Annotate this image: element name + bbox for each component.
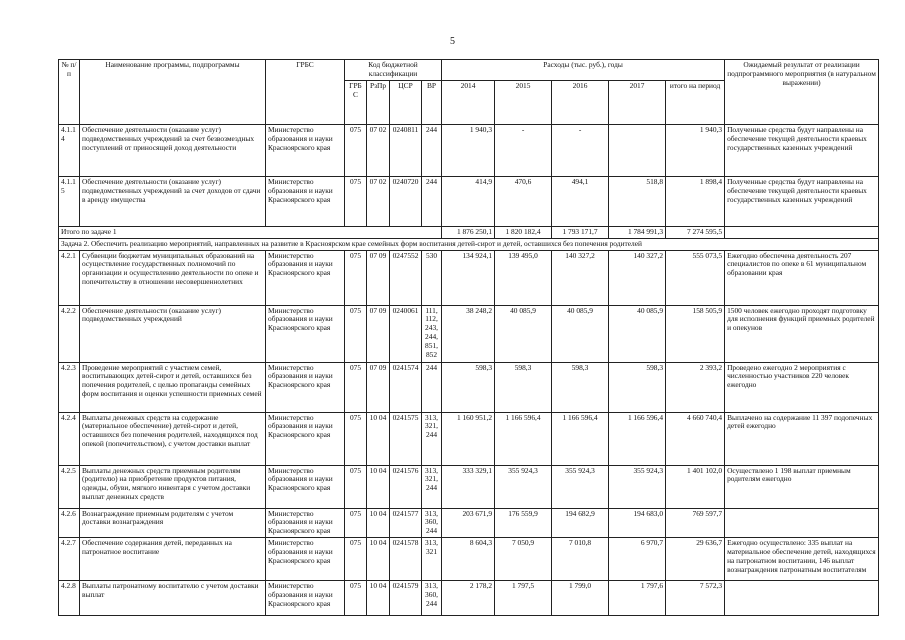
row-2015: 139 495,0 [495,250,552,305]
row-result: Полученные средства будут направлены на обеспечение текущей деятельности краевых государственных казенных учреждений [725,124,879,176]
row-2017 [609,124,666,176]
header-no: № п/п [59,60,80,125]
table-row [59,465,879,508]
task1-total-2016: 1 793 171,7 [552,226,609,238]
header-code-grbs: ГРБС [345,80,367,124]
row-csr: 0241574 [390,362,422,412]
row-rzpr: 07 09 [367,250,390,305]
table-row [59,362,879,412]
row-2015: 1 166 596,4 [495,412,552,465]
row-2015: 598,3 [495,362,552,412]
row-2014: 1 160 951,2 [442,412,495,465]
row-org: Министерство образования и науки Красноярского края [266,250,345,305]
header-year-2016: 2016 [552,80,609,124]
row-number: 4.1.14 [59,124,80,176]
row-grbs: 075 [345,250,367,305]
row-total: 1 898,4 [666,176,725,226]
row-2015: 470,6 [495,176,552,226]
table-row [59,176,879,226]
row-total: 1 940,3 [666,124,725,176]
row-name: Обеспечение деятельности (оказание услуг) подведомственных учреждений за счет доходов от сдачи в аренду имущества [80,176,266,226]
row-result [725,508,879,538]
row-total: 2 393,2 [666,362,725,412]
row-total: 29 636,7 [666,538,725,581]
row-csr: 0241579 [390,581,422,616]
row-2014: 8 604,3 [442,538,495,581]
row-name: Выплаты денежных средств приемным родителям (родителю) на приобретение продуктов питания, одежды, обуви, мягкого инвентаря с учетом доставки выплат денежных средств [80,465,266,508]
header-expenses-group: Расходы (тыс. руб.), годы [442,60,725,81]
row-result: 1500 человек ежегодно проходят подготовку для исполнения функций приемных родителей и опекунов [725,305,879,362]
row-number: 4.2.5 [59,465,80,508]
row-2015: - [495,124,552,176]
table-row [59,124,879,176]
row-org: Министерство образования и науки Красноярского края [266,508,345,538]
page-number: 5 [450,36,455,47]
row-org: Министерство образования и науки Красноярского края [266,124,345,176]
row-rzpr: 10 04 [367,465,390,508]
row-vr: 313, 360, 244 [422,581,442,616]
row-2017: 140 327,2 [609,250,666,305]
row-org: Министерство образования и науки Красноярского края [266,305,345,362]
task2-heading-row [59,238,879,250]
row-csr: 0240811 [390,124,422,176]
row-csr: 0240720 [390,176,422,226]
header-code-csr: ЦСР [390,80,422,124]
row-2016: 140 327,2 [552,250,609,305]
row-number: 4.2.7 [59,538,80,581]
row-vr: 244 [422,362,442,412]
row-name: Выплаты денежных средств на содержание (материальное обеспечение) детей-сирот и детей, оставшихся без попечения родителей, находящихся под опекой (попечительством), с учетом доставки выплат [80,412,266,465]
row-rzpr: 07 09 [367,305,390,362]
row-number: 4.1.15 [59,176,80,226]
table-row [59,581,879,616]
row-2017: 6 970,7 [609,538,666,581]
row-number: 4.2.6 [59,508,80,538]
row-grbs: 075 [345,305,367,362]
row-grbs: 075 [345,581,367,616]
row-2014: 414,9 [442,176,495,226]
row-rzpr: 07 09 [367,362,390,412]
row-total: 555 073,5 [666,250,725,305]
row-rzpr: 10 04 [367,508,390,538]
row-vr: 111, 112, 243, 244, 851, 852 [422,305,442,362]
header-code-group: Код бюджетной классификации [345,60,442,81]
row-vr: 244 [422,176,442,226]
row-2016: 598,3 [552,362,609,412]
budget-table [58,59,879,616]
row-total: 7 572,3 [666,581,725,616]
row-result: Ежегодно обеспечена деятельность 207 специалистов по опеке в 61 муниципальном образовании края [725,250,879,305]
task1-total-label: Итого по задаче 1 [59,226,442,238]
row-result: Осуществлено 1 198 выплат приемным родителям ежегодно [725,465,879,508]
header-code-rzpr: РзПр [367,80,390,124]
row-vr: 313, 321 [422,538,442,581]
row-2016: 1 799,0 [552,581,609,616]
row-2017: 40 085,9 [609,305,666,362]
row-csr: 0241577 [390,508,422,538]
task1-total-sum: 7 274 595,5 [666,226,725,238]
row-result: Выплачено на содержание 11 397 подопечных детей ежегодно [725,412,879,465]
row-vr: 244 [422,124,442,176]
row-csr: 0241576 [390,465,422,508]
row-2015: 40 085,9 [495,305,552,362]
row-total: 158 505,9 [666,305,725,362]
row-vr: 313, 360, 244 [422,508,442,538]
row-2016: 494,1 [552,176,609,226]
row-name: Обеспечение содержания детей, переданных на патронатное воспитание [80,538,266,581]
row-name: Обеспечение деятельности (оказание услуг) подведомственных учреждений за счет безвозмездных поступлений от приносящей доход деятельности [80,124,266,176]
header-name: Наименование программы, подпрограммы [80,60,266,125]
row-2015: 7 050,9 [495,538,552,581]
row-total: 1 401 102,0 [666,465,725,508]
row-total: 769 597,7 [666,508,725,538]
table-row [59,250,879,305]
row-vr: 313, 321, 244 [422,412,442,465]
row-rzpr: 07 02 [367,176,390,226]
row-2017: 1 166 596,4 [609,412,666,465]
header-code-vr: ВР [422,80,442,124]
row-2014: 134 924,1 [442,250,495,305]
row-org: Министерство образования и науки Красноярского края [266,538,345,581]
header-row-top [59,60,879,81]
row-result: Ежегодно осуществлено: 335 выплат на материальное обеспечение детей, находящихся на патронатном воспитании, 146 выплат вознаграждения патронатным воспитателям [725,538,879,581]
row-grbs: 075 [345,176,367,226]
task1-total-2017: 1 784 991,3 [609,226,666,238]
row-grbs: 075 [345,362,367,412]
row-csr: 0241578 [390,538,422,581]
row-2014: 203 671,9 [442,508,495,538]
row-vr: 530 [422,250,442,305]
row-vr: 313, 321, 244 [422,465,442,508]
row-2014: 2 178,2 [442,581,495,616]
row-2017: 598,3 [609,362,666,412]
row-total: 4 660 740,4 [666,412,725,465]
row-2014: 598,3 [442,362,495,412]
table-row [59,538,879,581]
row-result: Проведено ежегодно 2 мероприятия с численностью участников 220 человек ежегодно [725,362,879,412]
task1-total-2015: 1 820 182,4 [495,226,552,238]
row-2016: 194 682,9 [552,508,609,538]
header-grbs: ГРБС [266,60,345,125]
row-result [725,581,879,616]
row-2014: 333 329,1 [442,465,495,508]
header-result: Ожидаемый результат от реализации подпрограммного мероприятия (в натуральном выражении) [725,60,879,125]
table-row [59,305,879,362]
row-2016: 1 166 596,4 [552,412,609,465]
row-2017: 194 683,0 [609,508,666,538]
header-year-2014: 2014 [442,80,495,124]
table-row [59,412,879,465]
task1-total-result [725,226,879,238]
row-2015: 1 797,5 [495,581,552,616]
row-2016: 355 924,3 [552,465,609,508]
row-csr: 0240061 [390,305,422,362]
row-2017: 1 797,6 [609,581,666,616]
row-result: Полученные средства будут направлены на обеспечение текущей деятельности краевых государственных казенных учреждений [725,176,879,226]
row-org: Министерство образования и науки Красноярского края [266,176,345,226]
row-2015: 176 559,9 [495,508,552,538]
row-rzpr: 10 04 [367,538,390,581]
row-2016: - [552,124,609,176]
row-rzpr: 07 02 [367,124,390,176]
row-rzpr: 10 04 [367,581,390,616]
row-org: Министерство образования и науки Красноярского края [266,581,345,616]
row-name: Субвенции бюджетам муниципальных образований на осуществление государственных полномочий по организации и осуществлению деятельности по опеке и попечительству в отношении несовершеннолетних [80,250,266,305]
header-year-2017: 2017 [609,80,666,124]
row-name: Обеспечение деятельности (оказание услуг) подведомственных учреждений [80,305,266,362]
row-2014: 38 248,2 [442,305,495,362]
row-number: 4.2.3 [59,362,80,412]
row-csr: 0241575 [390,412,422,465]
row-org: Министерство образования и науки Красноярского края [266,465,345,508]
row-2017: 355 924,3 [609,465,666,508]
row-number: 4.2.8 [59,581,80,616]
task2-title: Задача 2. Обеспечить реализацию мероприятий, направленных на развитие в Красноярском крае семейных форм воспитания детей-сирот и детей, оставшихся без попечения родителей [59,238,879,250]
row-csr: 0247552 [390,250,422,305]
row-grbs: 075 [345,538,367,581]
row-2017: 518,8 [609,176,666,226]
row-2014: 1 940,3 [442,124,495,176]
row-rzpr: 10 04 [367,412,390,465]
row-grbs: 075 [345,124,367,176]
row-name: Вознаграждение приемным родителям с учетом доставки вознаграждения [80,508,266,538]
row-2016: 7 010,8 [552,538,609,581]
row-org: Министерство образования и науки Красноярского края [266,412,345,465]
row-number: 4.2.4 [59,412,80,465]
row-grbs: 075 [345,412,367,465]
header-year-2015: 2015 [495,80,552,124]
row-org: Министерство образования и науки Красноярского края [266,362,345,412]
row-name: Выплаты патронатному воспитателю с учетом доставки выплат [80,581,266,616]
row-2016: 40 085,9 [552,305,609,362]
table-row [59,508,879,538]
row-grbs: 075 [345,508,367,538]
row-2015: 355 924,3 [495,465,552,508]
row-name: Проведение мероприятий с участием семей, воспитывающих детей-сирот и детей, оставшихся без попечения родителей, с целью пропаганды семейных форм воспитания и оценки успешности приемных семей [80,362,266,412]
task1-total-row [59,226,879,238]
row-number: 4.2.2 [59,305,80,362]
row-grbs: 075 [345,465,367,508]
row-number: 4.2.1 [59,250,80,305]
header-total: итого на период [666,80,725,124]
task1-total-2014: 1 876 250,1 [442,226,495,238]
